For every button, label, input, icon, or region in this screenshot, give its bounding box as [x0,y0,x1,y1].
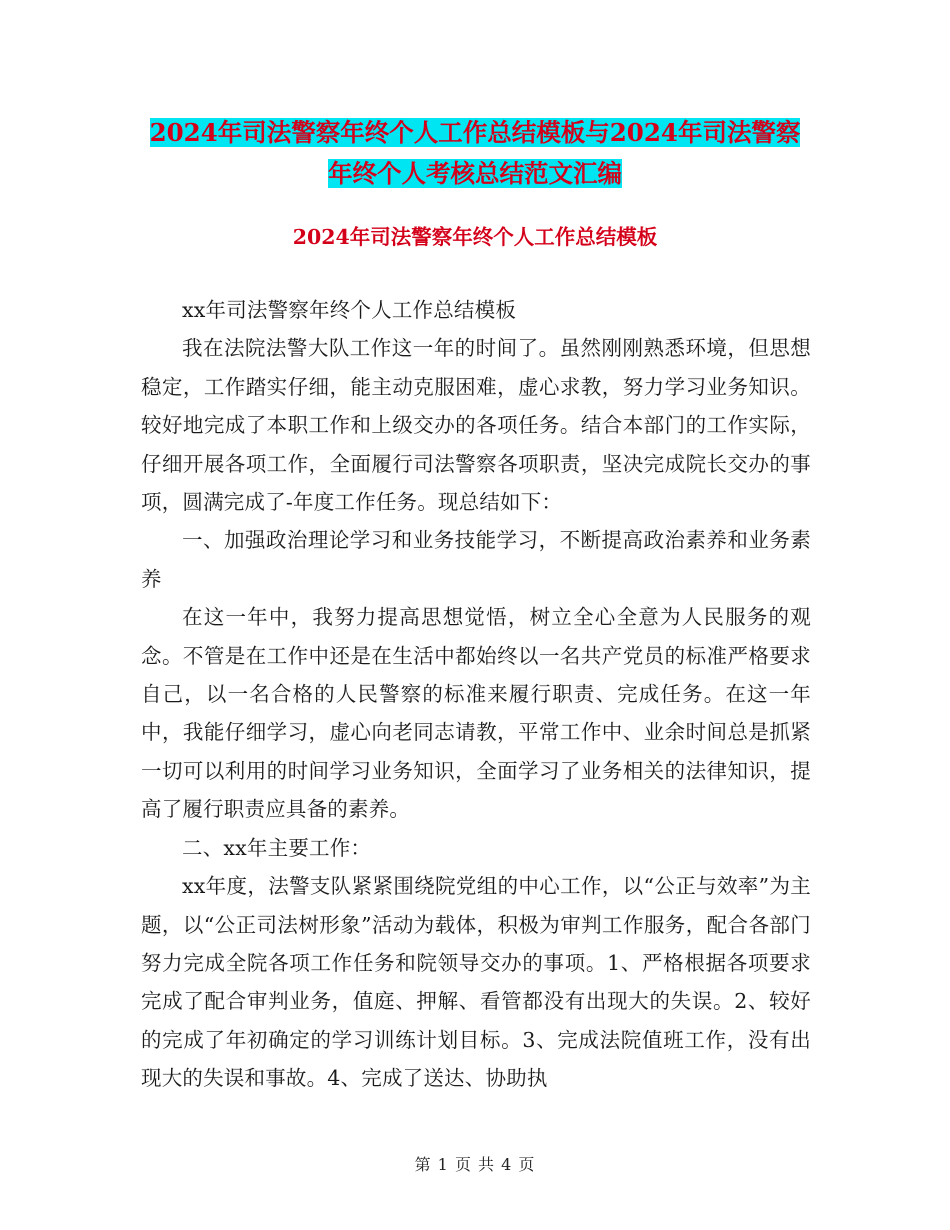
paragraph-section-one: 一、加强政治理论学习和业务技能学习，不断提高政治素养和业务素养 [141,528,811,591]
document-title [140,112,810,194]
document-body [141,291,811,1098]
paragraph-heading: xx年司法警察年终个人工作总结模板 [182,298,517,322]
paragraph-section-two: 二、xx年主要工作： [182,835,372,860]
section-title: 2024年司法警察年终个人工作总结模板 [292,225,658,249]
paragraph-intro: 我在法院法警大队工作这一年的时间了。虽然刚刚熟悉环境，但思想稳定，工作踏实仔细，能主动克服困难，虚心求教，努力学习业务知识。较好地完成了本职工作和上级交办的各项任务。结合本部门的工作实际，仔细开展各项工作，全面履行司法警察各项职责，坚决完成院长交办的事项，圆满完成了-年度工作任务。现总结如下： [141,336,811,515]
title-highlight: 2024年司法警察年终个人工作总结模板与2024年司法警察年终个人考核总结范文汇编 [149,118,801,188]
paragraph-study: 在这一年中，我努力提高思想觉悟，树立全心全意为人民服务的观念。不管是在工作中还是在生活中都始终以一名共产党员的标准严格要求自己，以一名合格的人民警察的标准来履行职责、完成任务。在这一年中，我能仔细学习，虚心向老同志请教，平常工作中、业余时间总是抓紧一切可以利用的时间学习业务知识，全面学习了业务相关的法律知识，提高了履行职责应具备的素养。 [141,605,811,822]
page-footer: 第 1 页 共 4 页 [414,1155,536,1174]
paragraph-main-work: xx年度，法警支队紧紧围绕院党组的中心工作，以“公正与效率”为主题，以“公正司法树形象”活动为载体，积极为审判工作服务，配合各部门努力完成全院各项工作任务和院领导交办的事项。1、严格根据各项要求完成了配合审判业务，值庭、押解、看管都没有出现大的失误。2、较好的完成了年初确定的学习训练计划目标。3、完成法院值班工作，没有出现大的失误和事故。4、完成了送达、协助执 [141,874,811,1091]
